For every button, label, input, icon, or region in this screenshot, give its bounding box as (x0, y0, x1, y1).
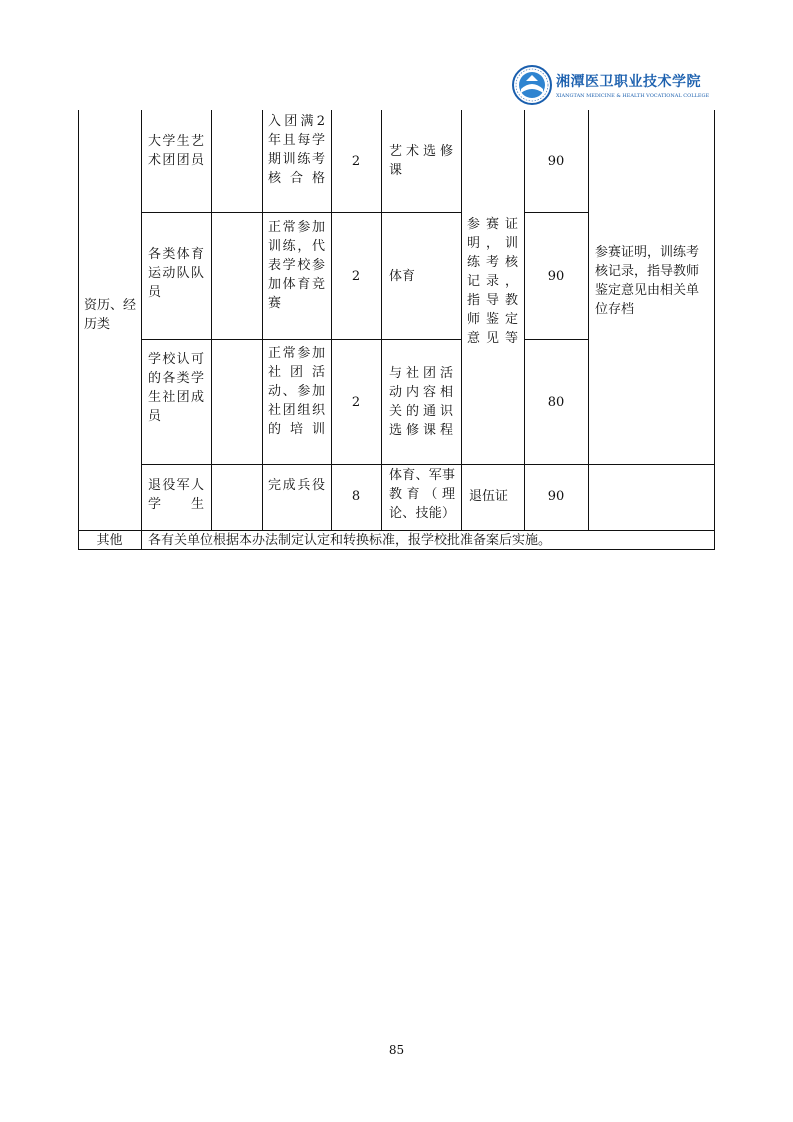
row1-condition: 入团满2年且每学期训练考核合格 (268, 114, 325, 186)
row1-score: 90 (547, 154, 565, 169)
row4-condition: 完成兵役 (268, 478, 325, 493)
page-number: 85 (388, 1043, 405, 1057)
row4-score: 90 (547, 489, 565, 504)
other-text: 各有关单位根据本办法制定认定和转换标准，报学校批准备案后实施。 (148, 533, 552, 548)
row2-course: 体育 (389, 269, 416, 284)
row3-score: 80 (547, 395, 565, 410)
row2-score: 90 (547, 269, 565, 284)
row4-credit: 8 (351, 489, 361, 504)
college-logo (512, 62, 710, 108)
college-name-cn: 湘潭医卫职业技术学院 (556, 74, 701, 90)
row2-type: 各类体育运动队队员 (148, 247, 204, 300)
college-name-en: XIANGTAN MEDICINE & HEALTH VOCATIONAL COLLEGE (556, 93, 710, 99)
college-seal-icon (512, 65, 552, 105)
evidence-merged: 参赛证明，训练考核记录，指导教师鉴定意见等 (467, 217, 518, 346)
row3-type: 学校认可的各类学生社团成员 (148, 352, 204, 424)
other-label: 其他 (96, 533, 123, 548)
row1-credit: 2 (351, 154, 361, 169)
credit-conversion-table (78, 110, 715, 550)
row3-condition: 正常参加社团活动、参加社团组织的培训 (268, 346, 325, 437)
row4-evidence: 退伍证 (469, 489, 509, 504)
row2-credit: 2 (351, 269, 361, 284)
row3-course: 与社团活动内容相关的通识选修课程 (389, 366, 453, 438)
row4-course: 体育、军事教育（理论、技能） (389, 468, 455, 521)
row4-type: 退役军人学生 (148, 478, 204, 512)
row2-condition: 正常参加训练，代表学校参加体育竞赛 (268, 220, 325, 311)
row1-type: 大学生艺术团团员 (148, 134, 204, 168)
row3-credit: 2 (351, 395, 361, 410)
category-label: 资历、经历类 (84, 298, 137, 332)
row1-course: 艺术选修课 (389, 144, 453, 178)
archive-merged: 参赛证明，训练考核记录，指导教师鉴定意见由相关单位存档 (595, 245, 700, 317)
